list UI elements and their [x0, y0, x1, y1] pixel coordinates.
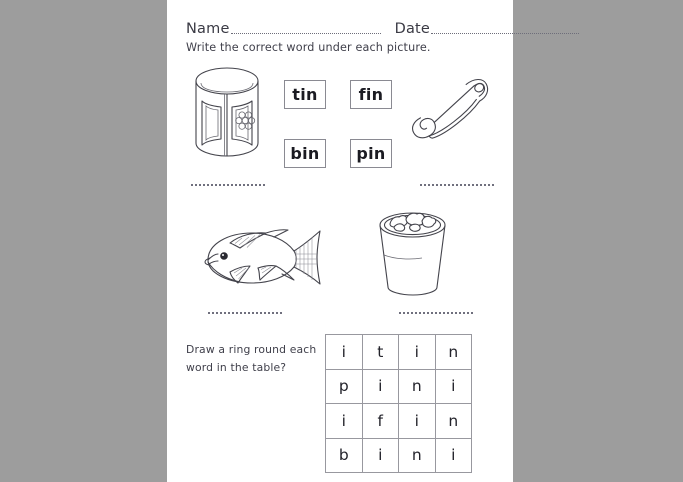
- letter-grid-body: [326, 335, 472, 473]
- grid-cell[interactable]: b: [326, 438, 363, 473]
- tin-can-icon: [182, 63, 272, 163]
- word-box-bin[interactable]: bin: [284, 139, 326, 168]
- grid-cell[interactable]: i: [399, 335, 436, 370]
- grid-cell[interactable]: i: [435, 438, 472, 473]
- letter-grid[interactable]: [325, 334, 472, 473]
- fish-icon: [196, 218, 333, 290]
- safety-pin-picture: [404, 72, 502, 154]
- date-label: Date: [394, 21, 431, 37]
- table-row: [326, 404, 472, 439]
- answer-line-1[interactable]: [191, 183, 265, 186]
- safety-pin-icon: [404, 72, 502, 154]
- table-row: [326, 438, 472, 473]
- grid-cell[interactable]: i: [326, 404, 363, 439]
- instruction-text: Write the correct word under each picture.: [186, 41, 431, 54]
- date-input-line[interactable]: [431, 32, 579, 34]
- answer-line-4[interactable]: [399, 311, 473, 314]
- table-row: [326, 335, 472, 370]
- name-label: Name: [186, 21, 230, 37]
- grid-cell[interactable]: n: [399, 369, 436, 404]
- table-row: [326, 369, 472, 404]
- fish-picture: [196, 218, 333, 290]
- grid-cell[interactable]: t: [362, 335, 399, 370]
- grid-cell[interactable]: i: [399, 404, 436, 439]
- grid-cell[interactable]: n: [435, 335, 472, 370]
- waste-bin-picture: [370, 203, 455, 298]
- grid-cell[interactable]: i: [326, 335, 363, 370]
- name-date-row: [186, 17, 497, 37]
- ring-question-text: Draw a ring round each word in the table?: [186, 343, 317, 374]
- waste-bin-icon: [370, 203, 455, 298]
- grid-cell[interactable]: p: [326, 369, 363, 404]
- tin-can-picture: [182, 63, 272, 163]
- grid-cell[interactable]: n: [399, 438, 436, 473]
- grid-cell[interactable]: i: [435, 369, 472, 404]
- word-box-pin[interactable]: pin: [350, 139, 392, 168]
- word-box-tin[interactable]: tin: [284, 80, 326, 109]
- answer-line-2[interactable]: [420, 183, 494, 186]
- grid-cell[interactable]: i: [362, 369, 399, 404]
- answer-line-3[interactable]: [208, 311, 282, 314]
- grid-cell[interactable]: n: [435, 404, 472, 439]
- word-box-fin[interactable]: fin: [350, 80, 392, 109]
- grid-cell[interactable]: i: [362, 438, 399, 473]
- grid-cell[interactable]: f: [362, 404, 399, 439]
- worksheet-page: [167, 0, 513, 482]
- name-input-line[interactable]: [231, 32, 381, 34]
